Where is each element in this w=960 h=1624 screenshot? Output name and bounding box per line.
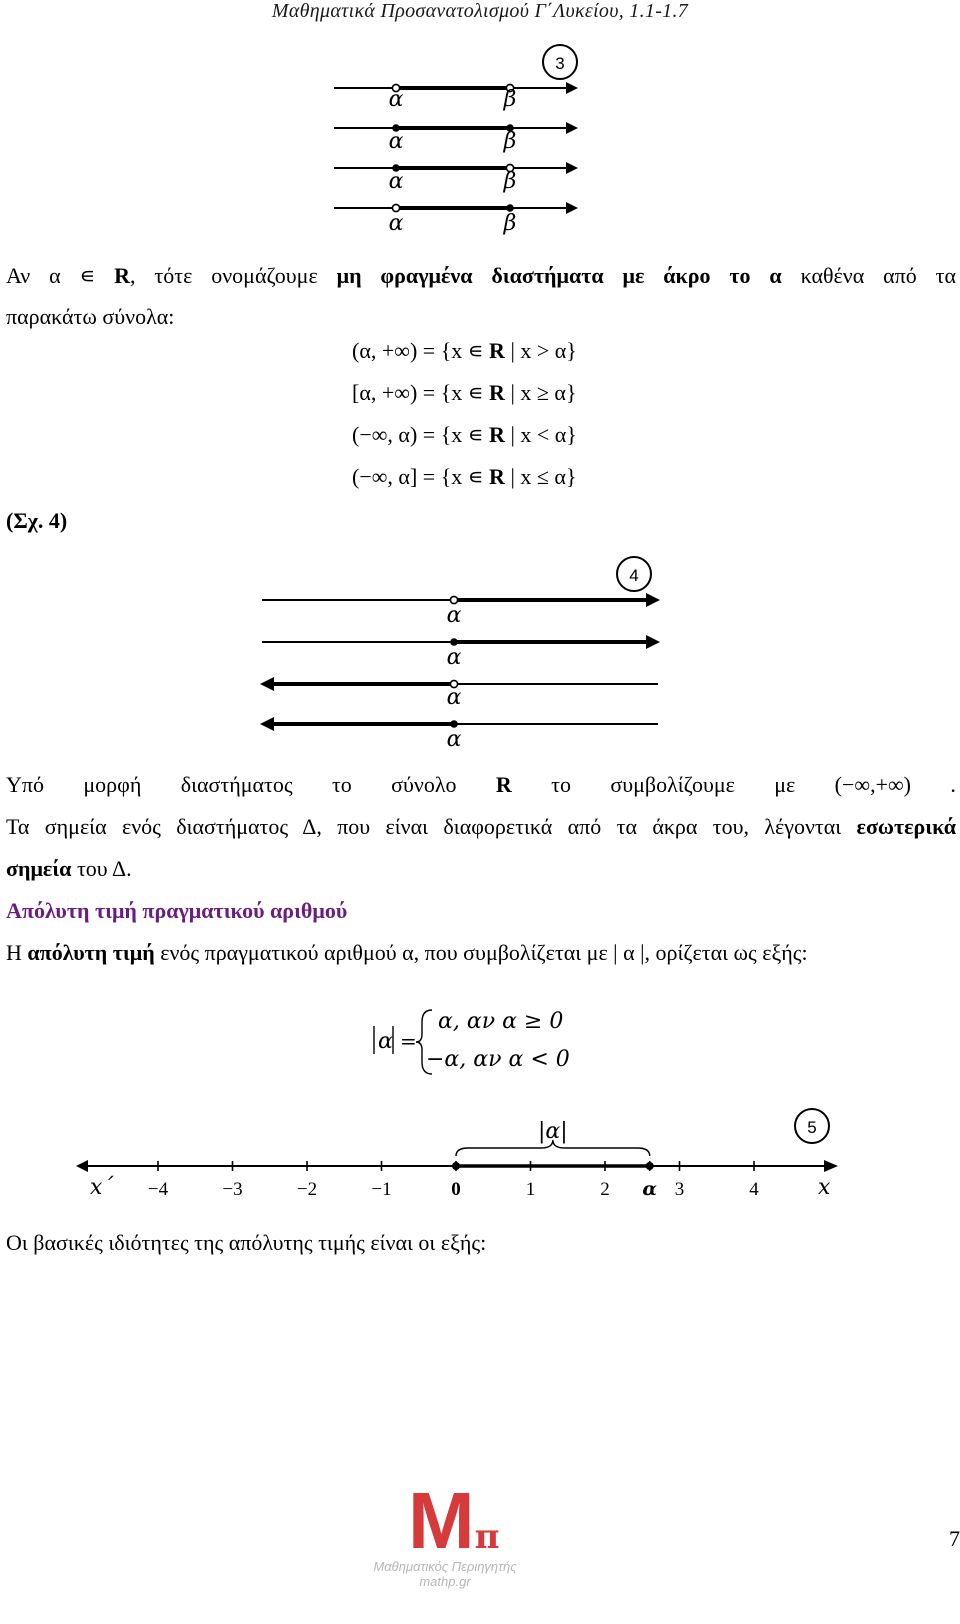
svg-text:α: α <box>388 129 404 154</box>
axis-end-label: x <box>818 1175 831 1200</box>
tick-label: 0 <box>451 1179 461 1200</box>
tick-label: 3 <box>674 1179 685 1200</box>
svg-text:α: α <box>446 685 462 710</box>
segment-endpoint <box>646 1162 654 1170</box>
segment-endpoint <box>452 1162 460 1170</box>
figure-3-badge <box>543 45 577 79</box>
paragraph-properties-intro: Οι βασικές ιδιότητες της απόλυτης τιμής είναι οι εξής: <box>6 1230 487 1255</box>
page-number: 7 <box>949 1526 960 1551</box>
svg-text:=: = <box>400 1029 417 1053</box>
interval-row-open-open <box>334 82 578 112</box>
paragraph-unbounded-intervals-line2: παρακάτω σύνολα: <box>6 304 175 329</box>
page-header: Μαθηματικά Προσανατολισμού Γ΄Λυκείου, 1.1-1.7 <box>271 0 689 22</box>
absolute-value-brace <box>456 1119 650 1156</box>
figure-3 <box>330 44 590 240</box>
svg-text:α: α <box>388 169 404 194</box>
svg-text:|α|: |α| <box>538 1119 568 1144</box>
paragraph-absolute-value-definition: Η απόλυτη τιμή ενός πραγματικού αριθμού α, που συμβολίζεται με | α |, ορίζεται ως εξής: <box>6 940 808 965</box>
absolute-value-formula <box>364 1004 584 1084</box>
interval-row-open-closed <box>334 202 578 236</box>
set-definition-open-left: (−∞, α) = {x ∊ R | x < α} <box>352 422 577 447</box>
svg-text:α: α <box>446 645 462 670</box>
tick-label: −4 <box>147 1179 169 1200</box>
interval-row-closed-open <box>334 162 578 194</box>
mathp-logo-icon <box>360 1468 530 1558</box>
section-title-absolute-value: Απόλυτη τιμή πραγματικού αριθμού <box>6 898 348 923</box>
logo-url: mathp.gr <box>419 1574 471 1589</box>
svg-text:α: α <box>378 1029 393 1054</box>
tick-label: 2 <box>600 1179 610 1200</box>
svg-text:α: α <box>446 603 462 628</box>
logo-subtitle: Μαθηματικός Περιηγητής <box>373 1559 517 1574</box>
svg-text:α: α <box>446 727 462 752</box>
tick-label: α <box>642 1178 658 1200</box>
svg-text:β: β <box>503 129 517 154</box>
unbounded-row-open-right <box>262 593 660 628</box>
figure-5-badge <box>795 1109 829 1143</box>
unbounded-row-open-left <box>260 677 658 710</box>
set-definition-closed-right: [α, +∞) = {x ∊ R | x ≥ α} <box>352 380 577 405</box>
tick-label: 1 <box>525 1179 536 1200</box>
figure-reference: (Σχ. 4) <box>6 508 68 533</box>
svg-text:3: 3 <box>555 54 565 73</box>
figure-5-number-line <box>76 1100 842 1210</box>
paragraph-interior-points-line3: σημεία του Δ. <box>6 856 132 881</box>
tick-label: 4 <box>749 1179 759 1200</box>
interval-row-closed-closed <box>334 122 578 154</box>
unbounded-row-closed-right <box>262 635 660 670</box>
svg-text:β: β <box>503 87 517 112</box>
set-definition-open-right: (α, +∞) = {x ∊ R | x > α} <box>352 338 577 363</box>
figure-4-badge <box>617 557 651 591</box>
svg-text:β: β <box>503 169 517 194</box>
paragraph-real-line-line1: Υπό μορφή διαστήματος το σύνολο R το συμβολίζουμε με (−∞,+∞) . <box>6 772 956 797</box>
axis-start-label: x΄ <box>90 1175 114 1200</box>
svg-text:Mπ: Mπ <box>408 1476 500 1558</box>
svg-text:−α, αν α < 0: −α, αν α < 0 <box>426 1047 570 1072</box>
footer-logo <box>360 1468 530 1618</box>
svg-text:5: 5 <box>807 1118 817 1137</box>
svg-text:α: α <box>388 87 404 112</box>
svg-text:β: β <box>503 211 517 236</box>
set-definition-closed-left: (−∞, α] = {x ∊ R | x ≤ α} <box>352 464 577 489</box>
figure-4 <box>258 556 668 756</box>
tick-label: −2 <box>296 1179 318 1200</box>
svg-text:4: 4 <box>629 566 639 585</box>
svg-text:α, αν α ≥ 0: α, αν α ≥ 0 <box>438 1009 564 1034</box>
paragraph-interior-points-line2: Τα σημεία ενός διαστήματος Δ, που είναι διαφορετικά από τα άκρα του, λέγονται εσωτερικά <box>6 814 956 839</box>
tick-label: −1 <box>371 1179 392 1200</box>
unbounded-row-closed-left <box>260 717 658 752</box>
svg-text:α: α <box>388 211 404 236</box>
paragraph-unbounded-intervals-line1: Αν α ∊ R, τότε ονομάζουμε μη φραγμένα διαστήματα με άκρο το α καθένα από τα <box>6 263 956 288</box>
tick-label: −3 <box>222 1179 243 1200</box>
